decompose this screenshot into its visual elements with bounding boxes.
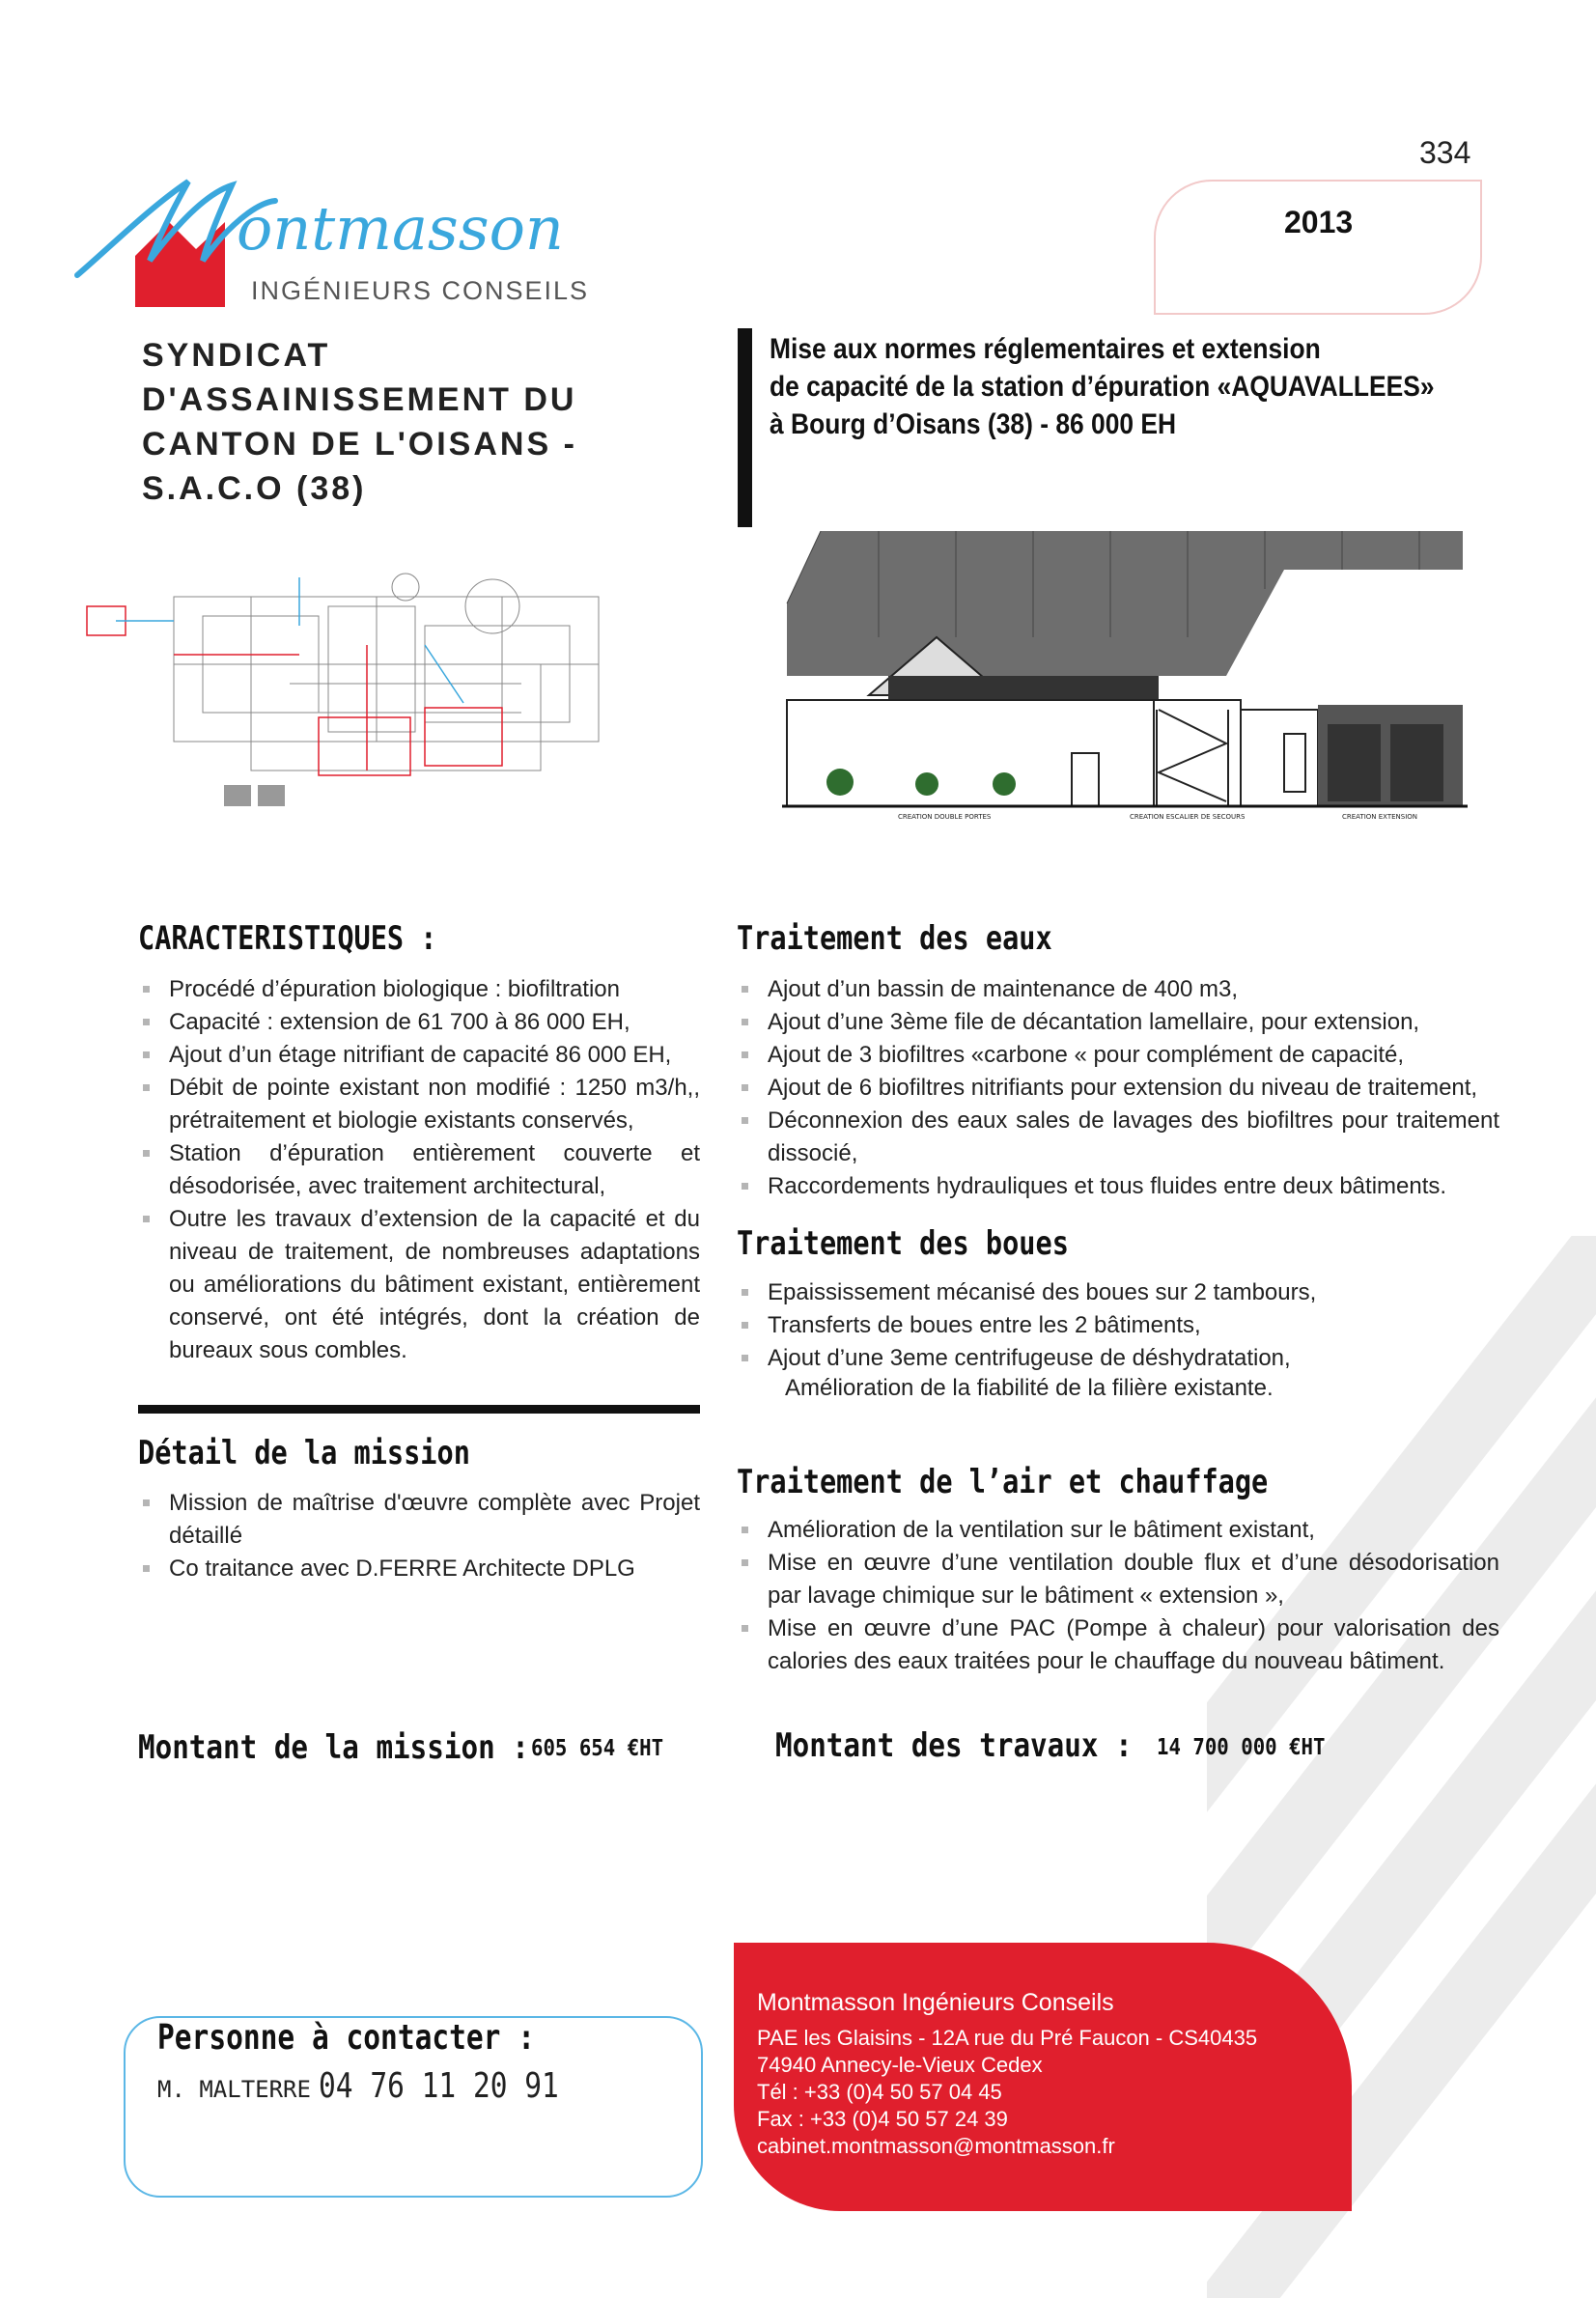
list-item: Outre les travaux d’extension de la capacité et du niveau de traitement, de nombreuses adaptations ou améliorations du bâtiment existant, entièrement conservé, ont été intégrés, dont la création de bureaux sous combles. bbox=[138, 1203, 700, 1367]
list-item: Capacité : extension de 61 700 à 86 000 EH, bbox=[138, 1006, 700, 1039]
list-item: Mise en œuvre d’une ventilation double flux et d’une désodorisation par lavage chimique sur le bâtiment « extension », bbox=[737, 1547, 1499, 1612]
mission-detail-list bbox=[138, 1487, 700, 1585]
list-item: Ajout de 6 biofiltres nitrifiants pour extension du niveau de traitement, bbox=[737, 1072, 1499, 1105]
list-item: Ajout d’une 3eme centrifugeuse de déshydratation, bbox=[737, 1342, 1499, 1375]
company-name: Montmasson Ingénieurs Conseils bbox=[757, 1989, 1114, 2016]
mission-amount-label: Montant de la mission : bbox=[138, 1728, 529, 1767]
elevation-label-doors: CREATION DOUBLE PORTES bbox=[898, 813, 992, 821]
list-item: Transferts de boues entre les 2 bâtiments, bbox=[737, 1309, 1499, 1342]
svg-text:ontmasson: ontmasson bbox=[237, 193, 564, 264]
sludge-treatment-note: Amélioration de la fiabilité de la filière existante. bbox=[785, 1375, 1274, 1401]
mission-amount-value: 605 654 €HT bbox=[531, 1736, 664, 1761]
list-item: Débit de pointe existant non modifié : 1250 m3/h,, prétraitement et biologie existants conservés, bbox=[138, 1072, 700, 1137]
elevation-label-extension: CREATION EXTENSION bbox=[1342, 813, 1418, 821]
air-treatment-list bbox=[737, 1514, 1499, 1678]
works-amount-value: 14 700 000 €HT bbox=[1157, 1735, 1326, 1760]
title-accent-bar bbox=[738, 328, 752, 527]
water-treatment-heading: Traitement des eaux bbox=[737, 919, 1052, 958]
company-email-link[interactable]: cabinet.montmasson@montmasson.fr bbox=[757, 2134, 1115, 2158]
company-address: PAE les Glaisins - 12A rue du Pré Faucon - CS40435 74940 Annecy-le-Vieux Cedex Tél : +33 (0)4 50 57 04 45 Fax : +33 (0)4 50 57 24 39 cabinet.montmasson@montmasson.fr bbox=[757, 2026, 1258, 2158]
list-item: Ajout d’une 3ème file de décantation lamellaire, pour extension, bbox=[737, 1006, 1499, 1039]
list-item: Co traitance avec D.FERRE Architecte DPLG bbox=[138, 1553, 700, 1585]
list-item: Ajout de 3 biofiltres «carbone « pour complément de capacité, bbox=[737, 1039, 1499, 1072]
page-number: 334 bbox=[1419, 135, 1471, 170]
client-name: SYNDICAT D'ASSAINISSEMENT DU CANTON DE L'OISANS - S.A.C.O (38) bbox=[142, 337, 577, 507]
list-item: Station d’épuration entièrement couverte et désodorisée, avec traitement architectural, bbox=[138, 1137, 700, 1203]
list-item: Amélioration de la ventilation sur le bâtiment existant, bbox=[737, 1514, 1499, 1547]
building-elevation-drawing bbox=[782, 531, 1468, 821]
sludge-treatment-list bbox=[737, 1276, 1499, 1375]
list-item: Ajout d’un bassin de maintenance de 400 m3, bbox=[737, 973, 1499, 1006]
list-item: Mise en œuvre d’une PAC (Pompe à chaleur) pour valorisation des calories des eaux traitées pour le chauffage du nouveau bâtiment. bbox=[737, 1612, 1499, 1678]
contact-heading: Personne à contacter : bbox=[157, 2018, 535, 2058]
list-item: Déconnexion des eaux sales de lavages des biofiltres pour traitement dissocié, bbox=[737, 1105, 1499, 1170]
water-treatment-list bbox=[737, 973, 1499, 1203]
sludge-treatment-heading: Traitement des boues bbox=[737, 1224, 1069, 1263]
contact-name: M. MALTERRE bbox=[157, 2076, 311, 2103]
characteristics-heading: CARACTERISTIQUES : bbox=[138, 919, 437, 958]
works-amount-label: Montant des travaux : bbox=[775, 1726, 1133, 1765]
list-item: Mission de maîtrise d'œuvre complète avec Projet détaillé bbox=[138, 1487, 700, 1553]
year-frame bbox=[1154, 180, 1482, 315]
section-divider bbox=[138, 1405, 700, 1414]
mission-detail-heading: Détail de la mission bbox=[138, 1434, 470, 1472]
project-year: 2013 bbox=[1284, 205, 1354, 239]
list-item: Procédé d’épuration biologique : biofiltration bbox=[138, 973, 700, 1006]
air-treatment-heading: Traitement de l’air et chauffage bbox=[737, 1463, 1269, 1501]
project-title: Mise aux normes réglementaires et extension de capacité de la station d’épuration «AQUAVALLEES» à Bourg d’Oisans (38) - 86 000 EH bbox=[770, 333, 1435, 440]
list-item: Ajout d’un étage nitrifiant de capacité 86 000 EH, bbox=[138, 1039, 700, 1072]
list-item: Raccordements hydrauliques et tous fluides entre deux bâtiments. bbox=[737, 1170, 1499, 1203]
company-logo bbox=[72, 164, 661, 314]
characteristics-list bbox=[138, 973, 700, 1367]
contact-phone[interactable]: 04 76 11 20 91 bbox=[319, 2066, 559, 2106]
elevation-label-stairs: CREATION ESCALIER DE SECOURS bbox=[1130, 813, 1246, 821]
site-plan-drawing bbox=[58, 548, 714, 828]
list-item: Epaississement mécanisé des boues sur 2 tambours, bbox=[737, 1276, 1499, 1309]
logo-subtitle: INGÉNIEURS CONSEILS bbox=[251, 276, 590, 305]
